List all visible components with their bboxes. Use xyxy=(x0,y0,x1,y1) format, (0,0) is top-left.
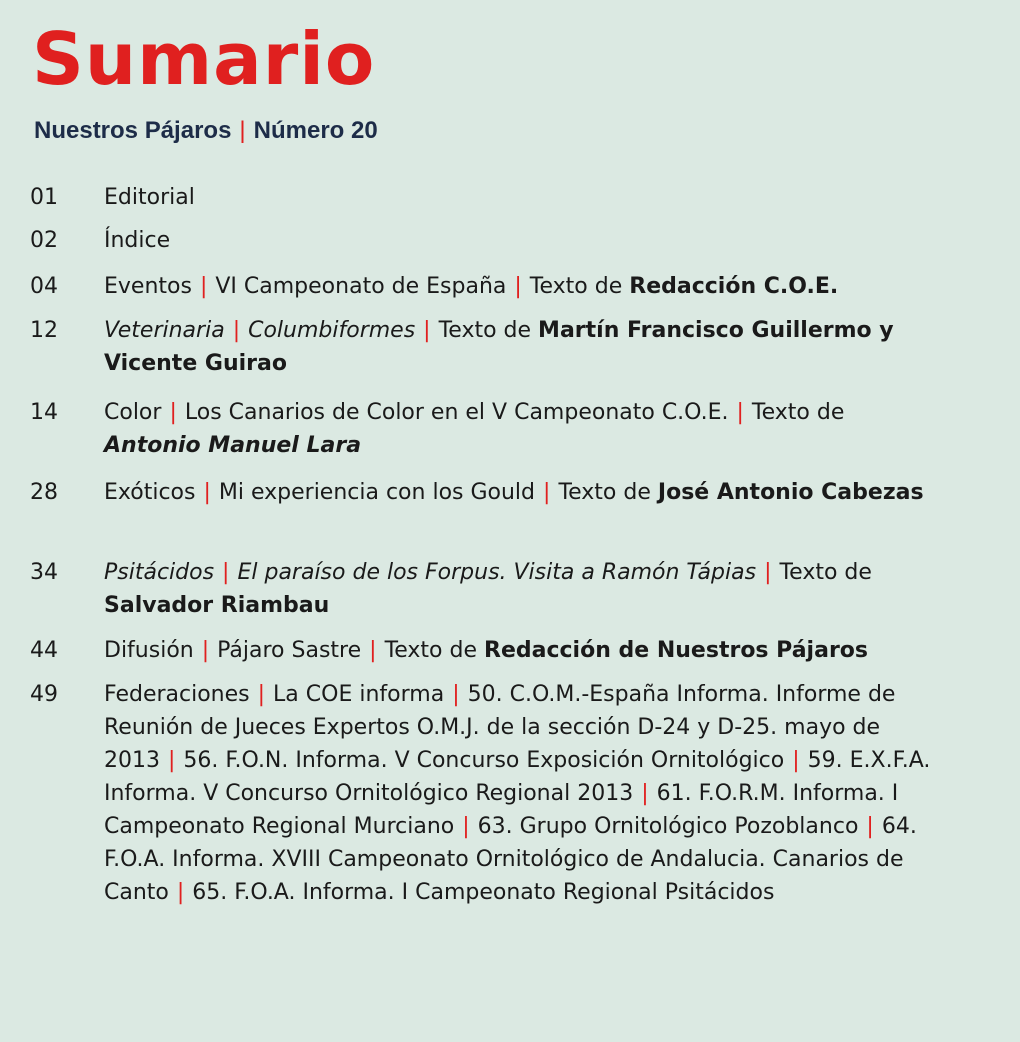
federation-item: 59. E.X.F.A. Informa. V Concurso Ornitológico Regional 2013 xyxy=(104,748,931,806)
author-name: Redacción C.O.E. xyxy=(629,274,839,299)
separator: | xyxy=(543,480,551,505)
credit-prefix: Texto de xyxy=(384,638,478,663)
separator: | xyxy=(176,880,185,905)
section-name: Veterinaria xyxy=(104,318,225,343)
federation-item: 50. C.O.M.-España Informa. Informe de Reunión de Jueces Expertos O.M.J. de la sección D-24 y D-25. mayo de 2013 xyxy=(104,682,896,773)
page-number: 02 xyxy=(30,228,58,253)
section-name: Federaciones xyxy=(104,682,250,707)
separator: | xyxy=(257,682,266,707)
separator: | xyxy=(792,748,800,773)
federation-item: 65. F.O.A. Informa. I Campeonato Regional Psitácidos xyxy=(192,880,775,905)
separator: | xyxy=(222,560,230,585)
separator: | xyxy=(452,682,460,707)
author-name: Martín Francisco Guillermo y Vicente Guirao xyxy=(104,318,894,376)
separator: | xyxy=(462,814,470,839)
separator: | xyxy=(736,400,744,425)
page-number: 04 xyxy=(30,274,58,299)
magazine-name: Nuestros Pájaros xyxy=(34,117,232,144)
separator: | xyxy=(203,480,211,505)
separator: | xyxy=(423,318,431,343)
section-name: Eventos xyxy=(104,274,192,299)
federation-item: 64. F.O.A. Informa. XVIII Campeonato Ornitológico de Andalucia. Canarios de Canto xyxy=(104,814,917,905)
credit-prefix: Texto de xyxy=(558,480,651,505)
page-number: 28 xyxy=(30,480,58,505)
separator: | xyxy=(641,781,649,806)
credit-prefix: Texto de xyxy=(438,318,532,343)
separator: | xyxy=(168,748,176,773)
author-name: Redacción de Nuestros Pájaros xyxy=(484,638,869,663)
federation-item: 61. F.O.R.M. Informa. I Campeonato Regional Murciano xyxy=(104,781,899,839)
author-name: José Antonio Cabezas xyxy=(657,480,924,505)
publication-line xyxy=(34,116,378,146)
page-number: 12 xyxy=(30,318,58,343)
author-name: Antonio Manuel Lara xyxy=(104,433,362,458)
page-number: 14 xyxy=(30,400,58,425)
article-title: Pájaro Sastre xyxy=(217,638,362,663)
credit-prefix: Texto de xyxy=(751,400,845,425)
federation-item: La COE informa xyxy=(273,682,445,707)
article-title: Columbiformes xyxy=(248,318,416,343)
issue-number: Número 20 xyxy=(253,117,378,144)
page-number: 34 xyxy=(30,560,58,585)
credit-prefix: Texto de xyxy=(779,560,872,585)
page-title: Sumario xyxy=(32,17,376,101)
article-title: Los Canarios de Color en el V Campeonato C.O.E. xyxy=(184,400,729,425)
page-number: 01 xyxy=(30,185,58,210)
page-number: 49 xyxy=(30,682,58,707)
credit-prefix: Texto de xyxy=(529,274,623,299)
section-name: Psitácidos xyxy=(104,560,215,585)
section-name: Color xyxy=(104,400,162,425)
separator: | xyxy=(866,814,874,839)
page-number: 44 xyxy=(30,638,58,663)
section-name: Exóticos xyxy=(104,480,196,505)
article-title: VI Campeonato de España xyxy=(215,274,507,299)
section-name: Índice xyxy=(104,228,171,253)
separator: | xyxy=(199,274,208,299)
separator: | xyxy=(764,560,772,585)
section-name: Editorial xyxy=(104,185,195,210)
separator: | xyxy=(169,400,177,425)
federation-item: 63. Grupo Ornitológico Pozoblanco xyxy=(477,814,859,839)
separator: | xyxy=(514,274,522,299)
separator: | xyxy=(232,318,241,343)
section-name: Difusión xyxy=(104,638,194,663)
author-name: Salvador Riambau xyxy=(104,593,330,618)
article-title: Mi experiencia con los Gould xyxy=(218,480,536,505)
federation-item: 56. F.O.N. Informa. V Concurso Exposición Ornitológico xyxy=(183,748,785,773)
separator: | xyxy=(369,638,377,663)
article-title: El paraíso de los Forpus. Visita a Ramón Tápias xyxy=(237,560,757,585)
separator: | xyxy=(239,117,246,144)
separator: | xyxy=(201,638,210,663)
